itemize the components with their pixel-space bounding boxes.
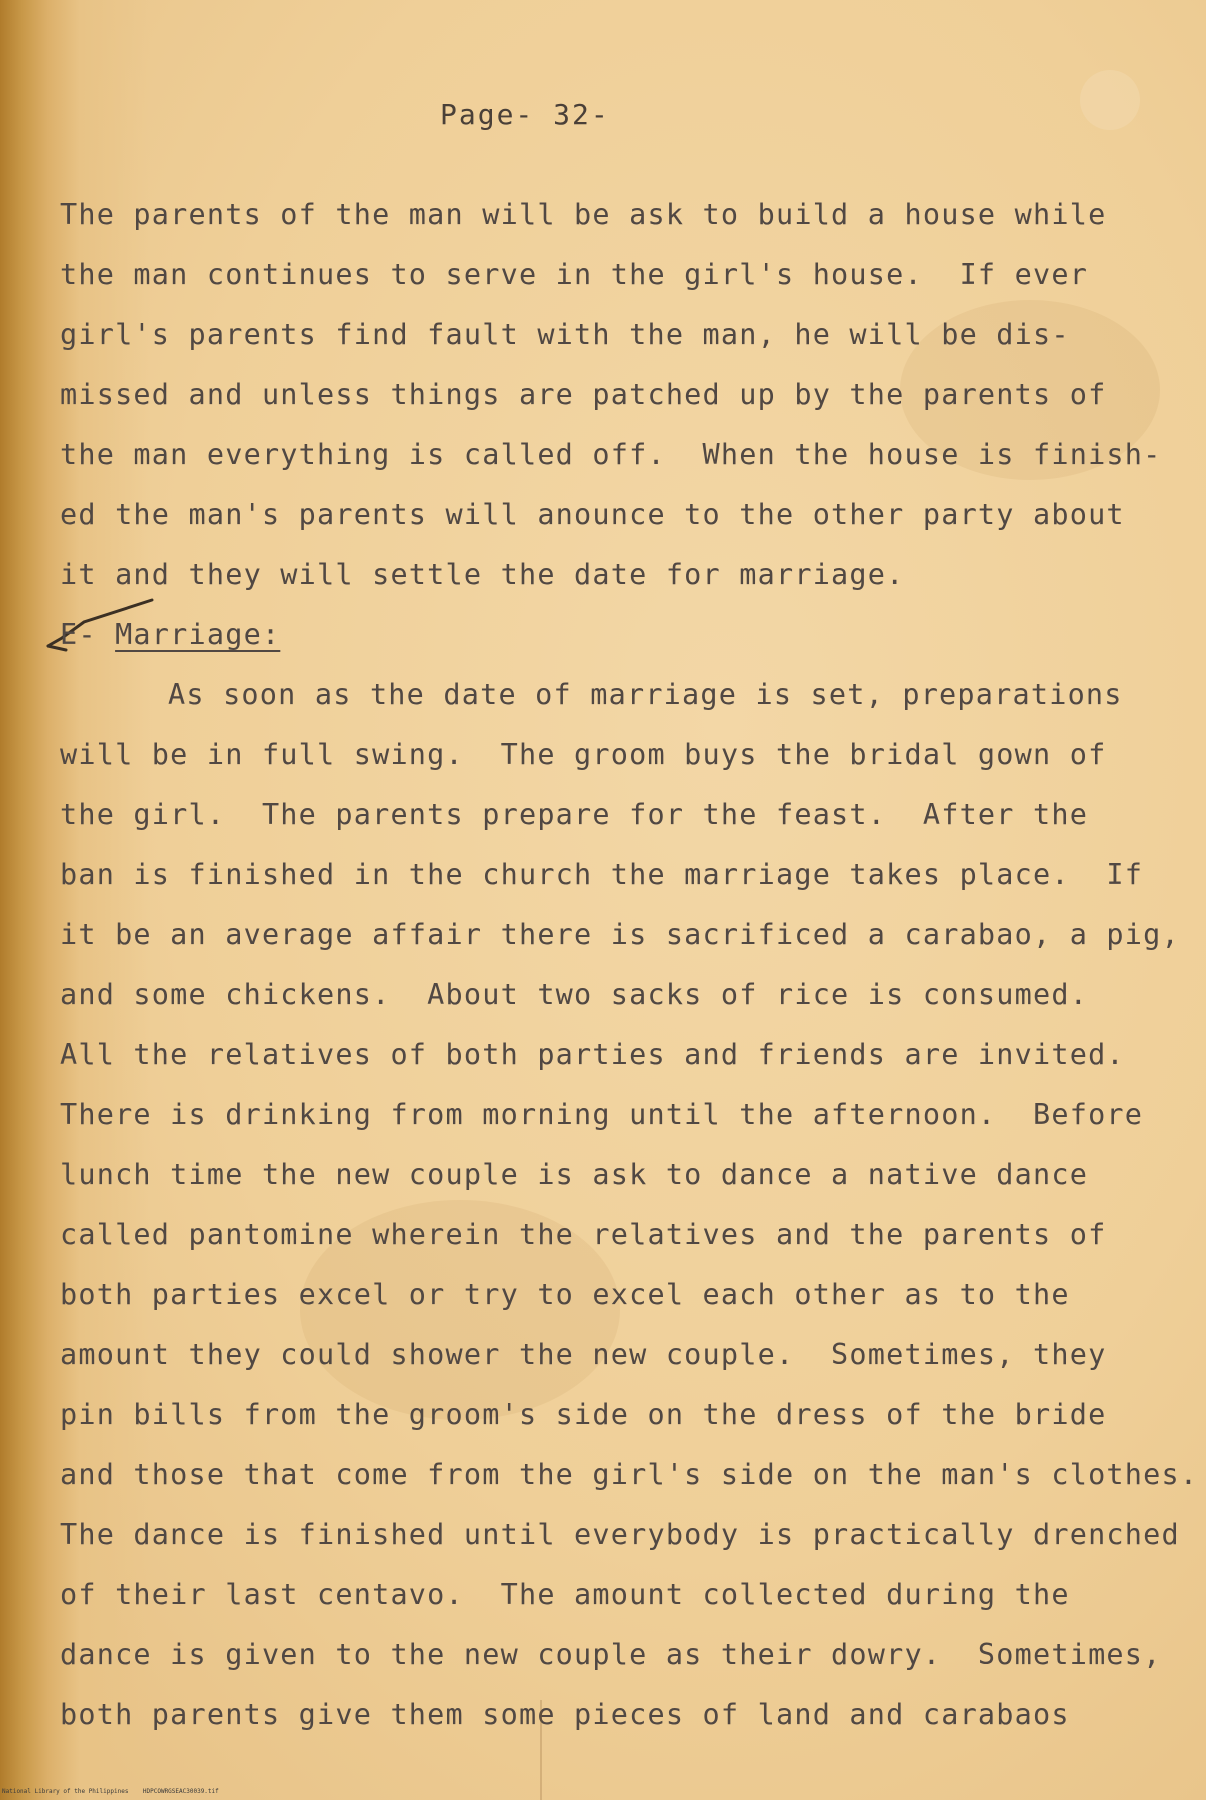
paragraph-line: dance is given to the new couple as their dowry. Sometimes, [60,1638,1162,1671]
paragraph-line: it be an average affair there is sacrificed a carabao, a pig, [60,918,1180,951]
paper-stain [1080,70,1140,130]
paragraph-line: the girl. The parents prepare for the feast. After the [60,798,1089,831]
paragraph-line: both parties excel or try to excel each other as to the [60,1278,1070,1311]
body-text [60,185,1199,1745]
text-line: ed the man's parents will anounce to the other party about [60,498,1125,531]
archive-label: National Library of the Philippines [2,1788,129,1795]
paragraph-line: called pantomine wherein the relatives and the parents of [60,1218,1107,1251]
text-line: The parents of the man will be ask to build a house while [60,198,1107,231]
paragraph-line: pin bills from the groom's side on the dress of the bride [60,1398,1107,1431]
paragraph-line: ban is finished in the church the marriage takes place. If [60,858,1144,891]
paragraph-line: amount they could shower the new couple. Sometimes, they [60,1338,1107,1371]
text-line: it and they will settle the date for marriage. [60,558,905,591]
text-line: the man everything is called off. When the house is finish- [60,438,1162,471]
file-id: HDPCOWRGSEAC30039.tif [142,1788,219,1795]
text-line: the man continues to serve in the girl's house. If ever [60,258,1089,291]
paragraph-line: of their last centavo. The amount collected during the [60,1578,1070,1611]
text-line: missed and unless things are patched up by the parents of [60,378,1107,411]
paragraph-line: All the relatives of both parties and friends are invited. [60,1038,1125,1071]
paper-fold [540,1700,542,1800]
paragraph-line: There is drinking from morning until the afternoon. Before [60,1098,1144,1131]
page-number: Page- 32- [440,98,610,131]
text-line: girl's parents find fault with the man, he will be dis- [60,318,1070,351]
paragraph-line: and some chickens. About two sacks of rice is consumed. [60,978,1089,1011]
paragraph-line: will be in full swing. The groom buys the bridal gown of [60,738,1107,771]
paragraph-line: both parents give them some pieces of land and carabaos [60,1698,1070,1731]
archive-footer [2,1788,219,1795]
paragraph-line: and those that come from the girl's side on the man's clothes. [60,1458,1199,1491]
section-heading-label: Marriage: [115,618,281,651]
paragraph-line: As soon as the date of marriage is set, preparations [168,678,1123,711]
paragraph-line: lunch time the new couple is ask to dance a native dance [60,1158,1089,1191]
paragraph-line: The dance is finished until everybody is practically drenched [60,1518,1180,1551]
section-number: E- [60,618,97,651]
section-heading [60,605,1160,665]
